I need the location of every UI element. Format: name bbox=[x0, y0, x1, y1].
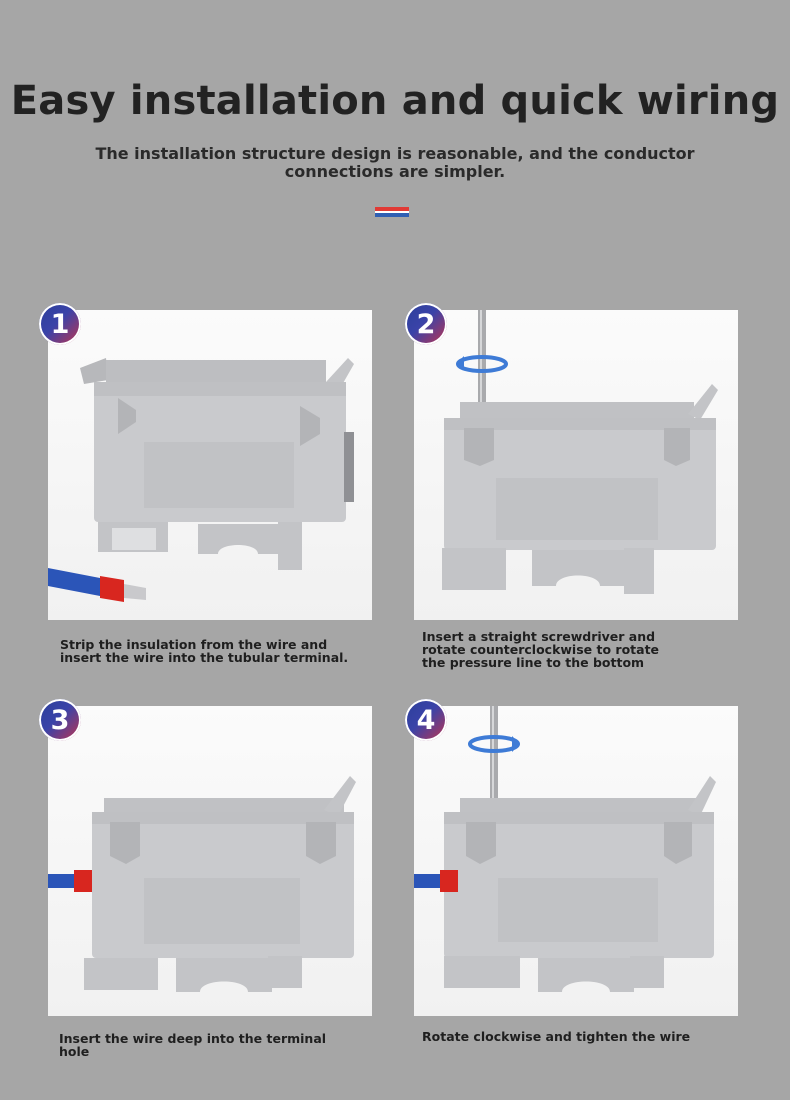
flag-divider bbox=[375, 207, 409, 219]
step-number-badge: 1 bbox=[39, 303, 81, 345]
terminal-block-illustration bbox=[444, 776, 716, 992]
step-caption: Insert a straight screwdriver and rotate counterclockwise to rotate the pressure line to the bottom bbox=[422, 629, 660, 670]
page-subtitle: The installation structure design is reasonable, and the conductor connections are simpler. bbox=[95, 144, 695, 181]
step-3-photo bbox=[48, 706, 372, 1016]
wire-with-ferrule bbox=[414, 870, 458, 892]
step-card-1 bbox=[48, 310, 372, 670]
terminal-block-illustration bbox=[84, 776, 356, 992]
step-2-photo bbox=[414, 310, 738, 620]
step-caption: Rotate clockwise and tighten the wire bbox=[422, 1029, 691, 1044]
step-number-badge: 2 bbox=[405, 303, 447, 345]
step-card-2 bbox=[414, 310, 738, 670]
wire-with-ferrule bbox=[48, 568, 146, 602]
step-number-badge: 4 bbox=[405, 699, 447, 741]
step-caption: Insert the wire deep into the terminal hole bbox=[59, 1031, 327, 1059]
step-caption: Strip the insulation from the wire and insert the wire into the tubular terminal. bbox=[60, 637, 349, 665]
step-4-photo bbox=[414, 706, 738, 1016]
terminal-block-illustration bbox=[80, 358, 354, 570]
wire-with-ferrule bbox=[48, 870, 92, 892]
step-card-3 bbox=[48, 704, 372, 1059]
step-number-badge: 3 bbox=[39, 699, 81, 741]
page-title: Easy installation and quick wiring bbox=[10, 78, 780, 124]
step-card-4 bbox=[414, 706, 738, 1056]
terminal-block-illustration bbox=[442, 384, 718, 594]
step-1-photo bbox=[48, 310, 372, 620]
